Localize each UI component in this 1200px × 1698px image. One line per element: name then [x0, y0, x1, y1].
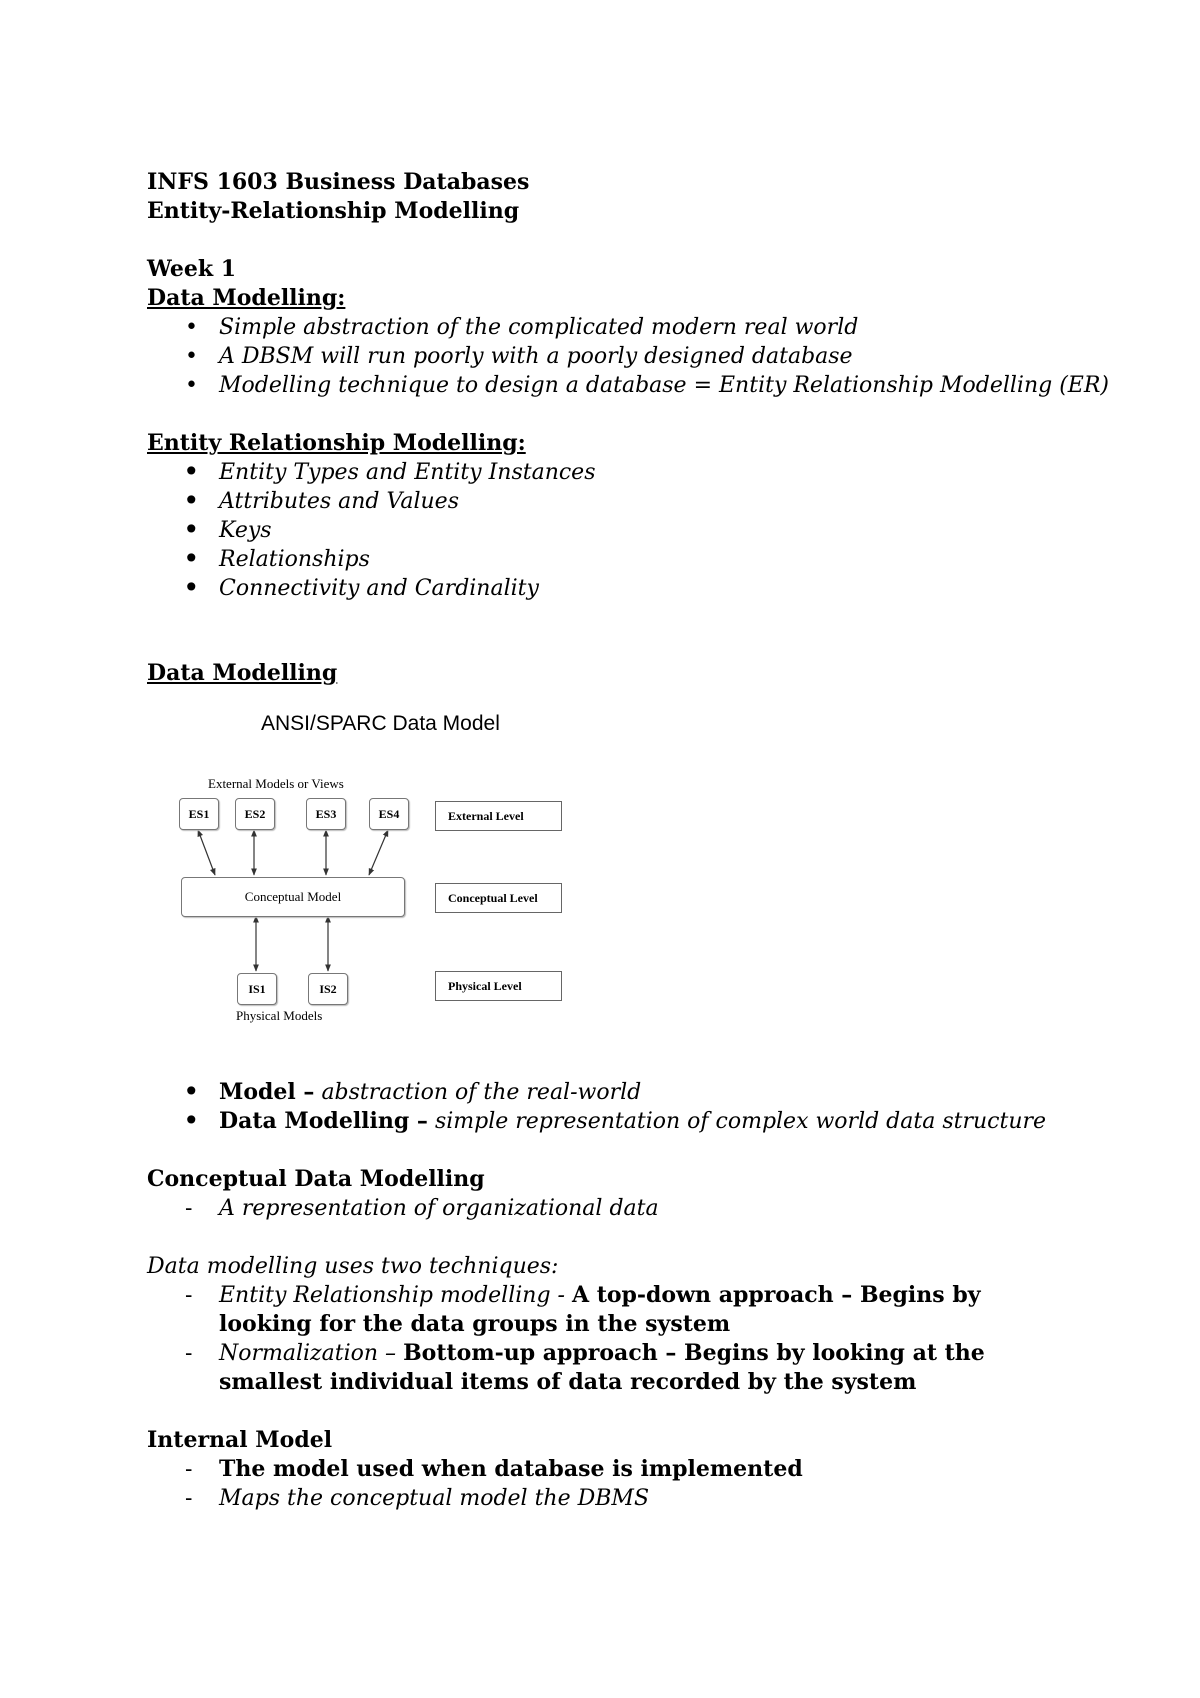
physical-level-box: Physical Level [435, 971, 562, 1001]
conceptual-model-box: Conceptual Model [181, 877, 405, 917]
internal-list [147, 1455, 1077, 1513]
data-modelling-list [147, 313, 1109, 400]
list-item: - Normalization – Bottom-up approach – Begins by looking at the smallest individual items of data recorded by the system [185, 1340, 985, 1395]
list-item: • Modelling technique to design a database = Entity Relationship Modelling (ER) [185, 373, 1109, 398]
list-item: • A DBSM will run poorly with a poorly designed database [185, 344, 853, 369]
definitions-list [147, 1075, 1077, 1137]
list-item: • Model – abstraction of the real-world [183, 1075, 642, 1108]
external-level-box: External Level [435, 801, 562, 831]
er-heading: Entity Relationship Modelling: [147, 430, 526, 456]
week-heading: Week 1 [147, 256, 237, 282]
conceptual-list [147, 1194, 1077, 1223]
list-item: - Maps the conceptual model the DBMS [185, 1486, 650, 1511]
is2-box: IS2 [308, 973, 348, 1005]
es3-box: ES3 [306, 798, 346, 830]
ansi-sparc-diagram [160, 712, 580, 1052]
list-item: - Entity Relationship modelling - A top-down approach – Begins by looking for the data groups in the system [185, 1282, 981, 1337]
data-modelling-heading: Data Modelling: [147, 285, 346, 311]
list-item: • Attributes and Values [183, 484, 459, 517]
conceptual-level-box: Conceptual Level [435, 883, 562, 913]
list-item: • Connectivity and Cardinality [183, 571, 539, 604]
external-models-caption: External Models or Views [208, 776, 344, 791]
list-item: • Relationships [183, 542, 370, 575]
internal-heading: Internal Model [147, 1427, 333, 1453]
physical-models-caption: Physical Models [236, 1008, 323, 1023]
is1-box: IS1 [237, 973, 277, 1005]
list-item: - The model used when database is implemented [185, 1456, 803, 1482]
techniques-intro: Data modelling uses two techniques: [147, 1254, 559, 1279]
techniques-list [147, 1281, 1077, 1397]
es4-box: ES4 [369, 798, 409, 830]
er-list [147, 455, 1077, 604]
diagram-title: ANSI/SPARC Data Model [261, 712, 500, 735]
data-modelling-heading-2: Data Modelling [147, 660, 338, 686]
list-item: • Entity Types and Entity Instances [183, 455, 596, 488]
course-title: INFS 1603 Business Databases [147, 169, 530, 195]
list-item: • Keys [183, 513, 272, 546]
list-item: - A representation of organizational data [185, 1196, 659, 1221]
list-item: • Data Modelling – simple representation of complex world data structure [183, 1104, 1047, 1137]
conceptual-heading: Conceptual Data Modelling [147, 1166, 485, 1192]
es2-box: ES2 [235, 798, 275, 830]
list-item: • Simple abstraction of the complicated modern real world [185, 315, 859, 340]
es1-box: ES1 [179, 798, 219, 830]
topic-title: Entity-Relationship Modelling [147, 198, 520, 224]
